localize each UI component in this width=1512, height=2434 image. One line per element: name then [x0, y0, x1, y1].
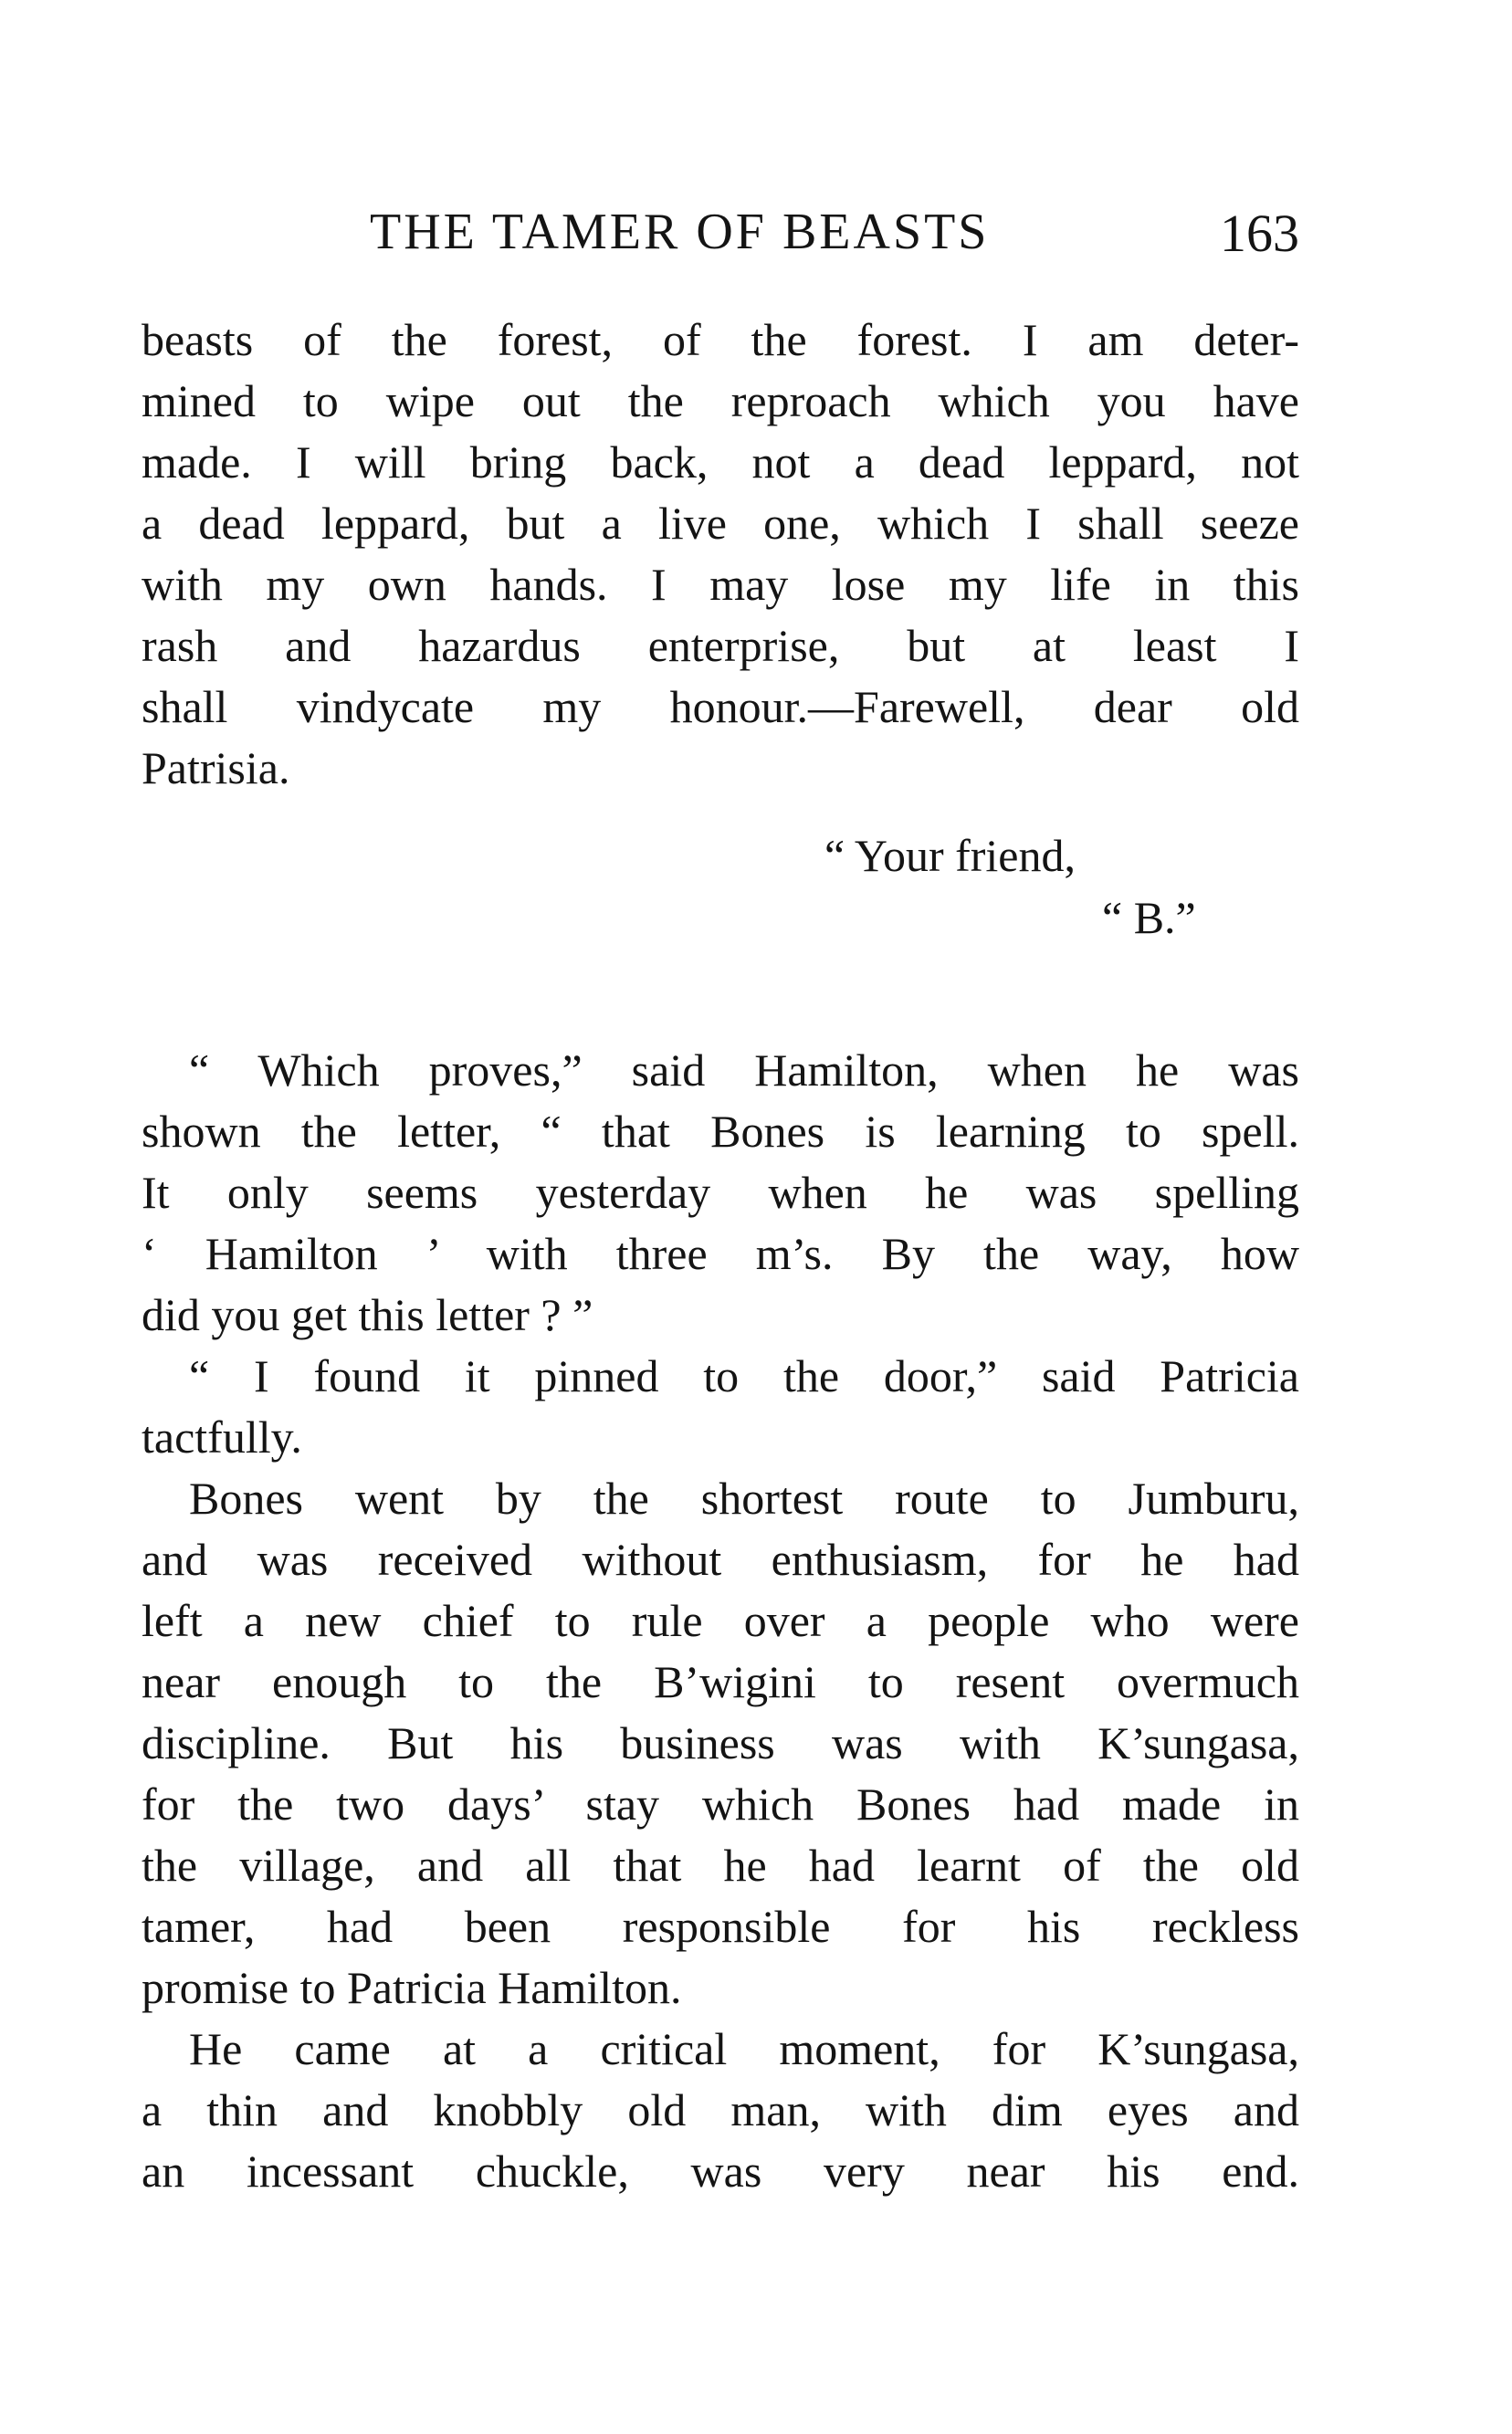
text-line: tactfully.	[142, 1411, 302, 1463]
text-line: near enough to the B’wigini to resent overmuch	[142, 1656, 1299, 1707]
text-line: Patrisia.	[142, 742, 290, 793]
text-line: tamer, had been responsible for his reckless	[142, 1901, 1299, 1952]
text-line: shown the letter, “ that Bones is learning to spell.	[142, 1106, 1299, 1157]
text-line: mined to wipe out the reproach which you have	[142, 375, 1299, 426]
text-line: for the two days’ stay which Bones had made in	[142, 1778, 1299, 1830]
text-line: beasts of the forest, of the forest. I am deter-	[142, 314, 1299, 365]
text-line: discipline. But his business was with K’sungasa,	[142, 1717, 1299, 1768]
letter-closing: “ Your friend,	[824, 830, 1076, 881]
text-line: left a new chief to rule over a people who were	[142, 1595, 1299, 1646]
text-line: a dead leppard, but a live one, which I shall seeze	[142, 498, 1299, 549]
page-header	[142, 203, 1299, 267]
text-line: the village, and all that he had learnt of the old	[142, 1840, 1299, 1891]
letter-signature: “ B.”	[1102, 892, 1196, 943]
text-line: did you get this letter ? ”	[142, 1289, 593, 1340]
text-line: “ I found it pinned to the door,” said Patricia	[189, 1350, 1299, 1401]
text-line: an incessant chuckle, was very near his end.	[142, 2145, 1299, 2197]
text-line: promise to Patricia Hamilton.	[142, 1962, 682, 2013]
text-line: Bones went by the shortest route to Jumburu,	[189, 1473, 1299, 1524]
text-line: “ Which proves,” said Hamilton, when he was	[189, 1044, 1299, 1096]
text-line: rash and hazardus enterprise, but at least I	[142, 620, 1299, 671]
text-line: made. I will bring back, not a dead leppard, not	[142, 436, 1299, 488]
text-line: ‘ Hamilton ’ with three m’s. By the way, how	[142, 1228, 1299, 1279]
text-line: a thin and knobbly old man, with dim eyes and	[142, 2084, 1299, 2135]
running-title: THE TAMER OF BEASTS	[370, 204, 990, 260]
text-line: It only seems yesterday when he was spelling	[142, 1167, 1299, 1218]
text-line: and was received without enthusiasm, for he had	[142, 1534, 1299, 1585]
text-line: shall vindycate my honour.—Farewell, dear old	[142, 681, 1299, 732]
text-line: with my own hands. I may lose my life in this	[142, 559, 1299, 610]
text-line: He came at a critical moment, for K’sungasa,	[189, 2023, 1299, 2074]
page-number: 163	[1220, 204, 1299, 263]
